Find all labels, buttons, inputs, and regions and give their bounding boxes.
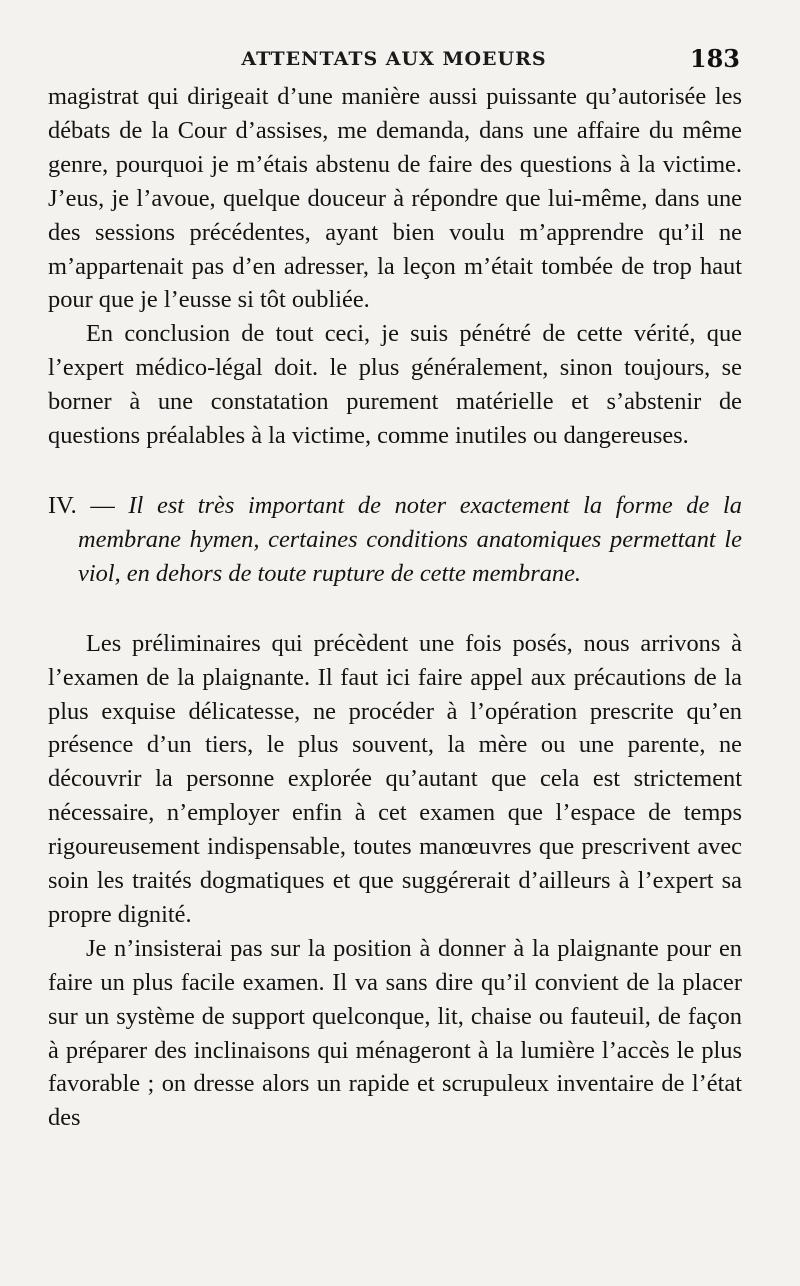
paragraph-conclusion: En conclusion de tout ceci, je suis pénétré de cette vérité, que l’expert médico-légal doit. le plus généralement, sinon toujours, se borner à une constatation purement matérielle et s’abstenir de questions préalables à la victime, comme inutiles ou dangereuses.: [48, 320, 742, 450]
paragraph-position: Je n’insisterai pas sur la position à donner à la plaignante pour en faire un plus facile examen. Il va sans dire qu’il convient de la placer sur un système de support quelconque, lit, chaise ou fauteuil, de façon à préparer des inclinaisons qui ménageront à la lumière l’accès le plus favorable ; on dresse alors un rapide et scrupuleux inventaire de l’état des: [48, 934, 742, 1132]
page-number: 183: [689, 44, 740, 73]
paragraph-examination: Les préliminaires qui précèdent une fois posés, nous arrivons à l’examen de la plaignante. Il faut ici faire appel aux précautions de la plus exquise délicatesse, ne procéder à l’opération prescrite qu’en présence d’un tiers, le plus souvent, la mère ou une parente, ne découvrir la personne explorée qu’autant que cela est strictement nécessaire, n’employer enfin à cet examen que l’espace de temps rigoureusement indispensable, toutes manœuvres que prescrivent avec soin les traités dogmatiques et que suggérerait d’ailleurs à l’expert sa propre dignité.: [48, 629, 742, 928]
section-number: IV. —: [48, 491, 115, 519]
running-head: [48, 44, 740, 74]
section-heading-text: Il est très important de noter exactement la forme de la membrane hymen, certaines conditions anatomiques permettant le viol, en dehors de toute rupture de cette membrane.: [78, 491, 742, 587]
body-text: [48, 80, 742, 1135]
paragraph-continued: magistrat qui dirigeait d’une manière aussi puissante qu’autorisée les débats de la Cour d’assises, me demanda, dans une affaire du même genre, pourquoi je m’étais abstenu de faire des questions à la victime. J’eus, je l’avoue, quelque douceur à répondre que lui-même, dans une des sessions précédentes, ayant bien voulu m’apprendre qu’il ne m’appartenait pas d’en adresser, la leçon m’était tombée de trop haut pour que je l’eusse si tôt oubliée.: [48, 83, 742, 314]
section-heading: [48, 489, 742, 591]
running-head-title: ATTENTATS AUX MOEURS: [241, 48, 547, 70]
